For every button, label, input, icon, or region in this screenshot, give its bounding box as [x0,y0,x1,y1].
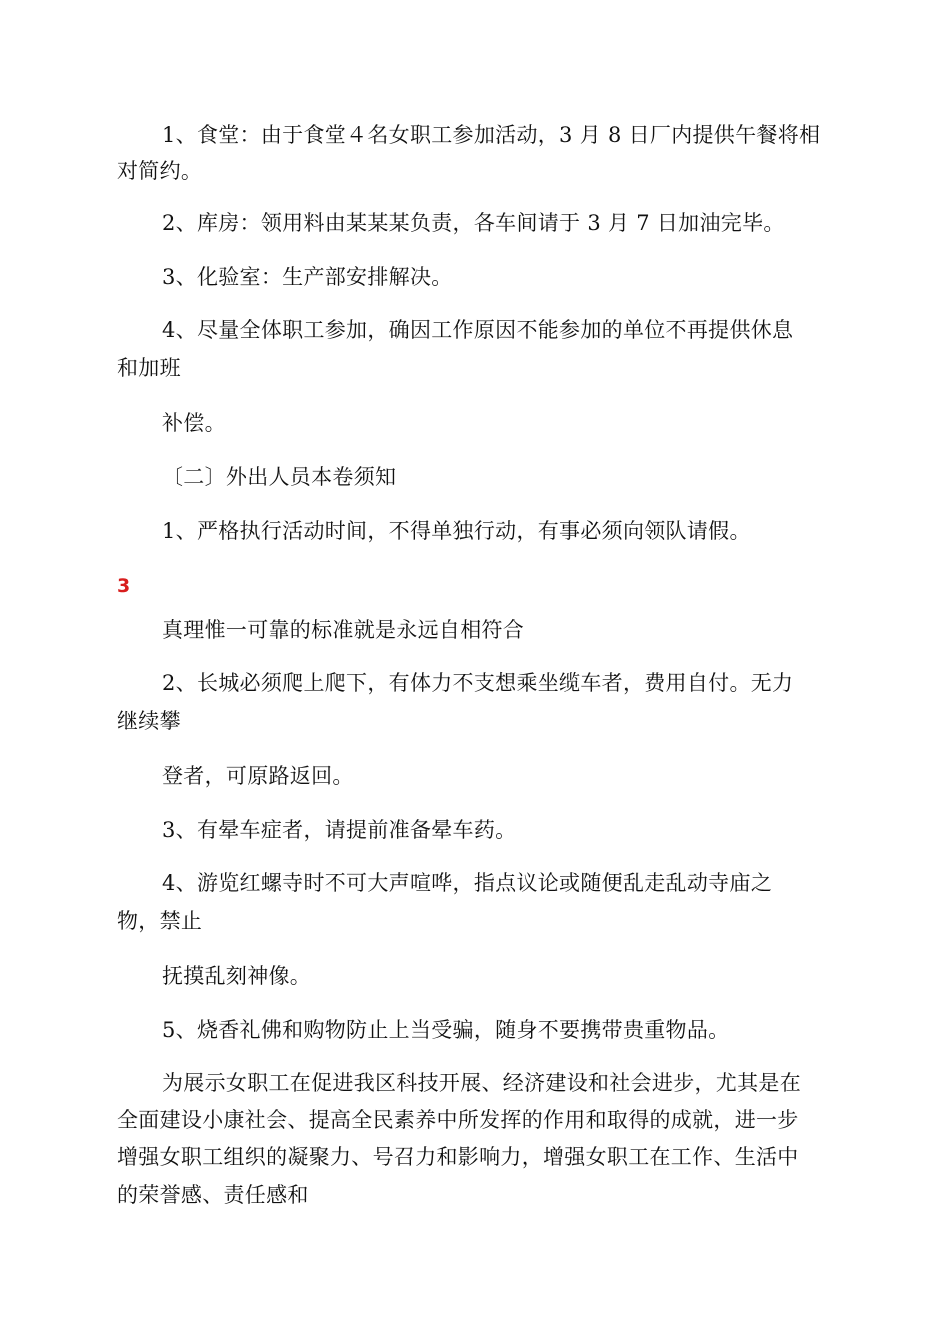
paragraph-temple-line1: 4、游览红螺寺时不可大声喧哗，指点议论或随便乱走乱动寺庙之 [162,871,773,895]
page-marker-number: 3 [117,575,131,597]
paragraph-motion-sickness: 3、有晕车症者，请提前准备晕车药。 [162,818,517,842]
paragraph-return: 登者，可原路返回。 [162,764,354,788]
paragraph-closing-line3: 增强女职工组织的凝聚力、号召力和影响力，增强女职工在工作、生活中 [117,1145,799,1169]
paragraph-compensation: 补偿。 [162,411,226,435]
paragraph-attendance-line2: 和加班 [117,356,181,380]
paragraph-lab: 3、化验室：生产部安排解决。 [162,265,453,289]
paragraph-statues: 抚摸乱刻神像。 [162,964,312,988]
paragraph-closing-line4: 的荣誉感、责任感和 [117,1183,309,1207]
paragraph-closing-line1: 为展示女职工在促进我区科技开展、经济建设和社会进步，尤其是在 [162,1071,801,1095]
paragraph-closing-line2: 全面建设小康社会、提高全民素养中所发挥的作用和取得的成就，进一步 [117,1108,799,1132]
paragraph-greatwall-line1: 2、长城必须爬上爬下，有体力不支想乘坐缆车者，费用自付。无力 [162,671,794,695]
paragraph-canteen-line1: 1、食堂：由于食堂４名女职工参加活动，3 月 8 日厂内提供午餐将相 [162,123,821,147]
paragraph-warehouse: 2、库房：领用料由某某某负责，各车间请于 3 月 7 日加油完毕。 [162,211,785,235]
section-heading-outing: 〔二〕外出人员本卷须知 [162,465,397,489]
paragraph-greatwall-line2: 继续攀 [117,709,181,733]
paragraph-schedule: 1、严格执行活动时间，不得单独行动，有事必须向领队请假。 [162,519,751,543]
paragraph-temple-line2: 物，禁止 [117,909,203,933]
paragraph-quote: 真理惟一可靠的标准就是永远自相符合 [162,618,525,642]
paragraph-shopping: 5、烧香礼佛和购物防止上当受骗，随身不要携带贵重物品。 [162,1018,730,1042]
paragraph-attendance-line1: 4、尽量全体职工参加，确因工作原因不能参加的单位不再提供休息 [162,318,794,342]
paragraph-canteen-line2: 对简约。 [117,159,203,183]
